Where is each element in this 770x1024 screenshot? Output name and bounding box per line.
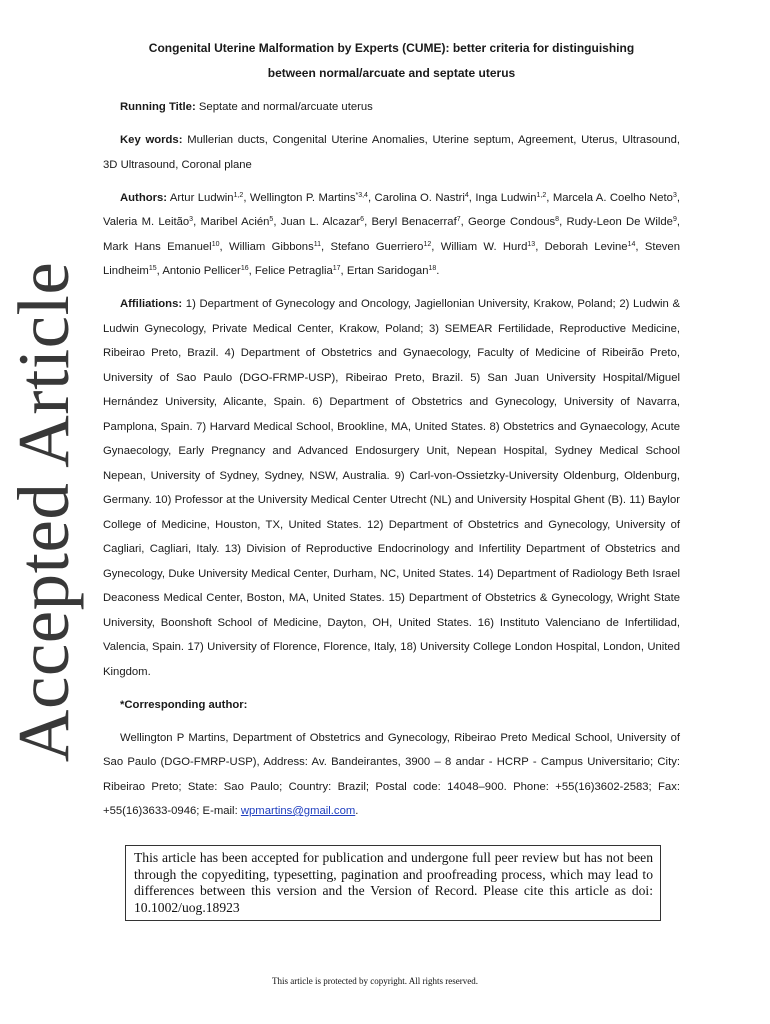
author-separator: , bbox=[546, 191, 553, 204]
author-name: Stefano Guerriero bbox=[330, 240, 424, 253]
author-separator: , bbox=[676, 191, 681, 204]
running-title-text: Septate and normal/arcuate uterus bbox=[195, 101, 373, 113]
keywords-label: Key words: bbox=[120, 134, 183, 146]
author-name: Wellington P. Martins bbox=[249, 191, 356, 204]
running-title-label: Running Title: bbox=[120, 101, 196, 113]
email-link[interactable]: wpmartins@gmail.com bbox=[240, 805, 356, 817]
affiliations bbox=[103, 292, 680, 684]
author-affiliation-number: 10 bbox=[211, 240, 220, 248]
author-separator: , bbox=[321, 240, 331, 253]
author-name: Deborah Levine bbox=[544, 240, 628, 253]
author-separator: , bbox=[367, 191, 375, 204]
author-affiliation-number: 12 bbox=[423, 240, 432, 248]
author-separator: , bbox=[219, 240, 229, 253]
author-separator: , bbox=[460, 216, 469, 228]
author-affiliation-number: 7 bbox=[456, 216, 461, 223]
author-affiliation-number: 5 bbox=[269, 216, 274, 223]
authors-label: Authors: bbox=[120, 191, 168, 204]
running-title bbox=[103, 95, 680, 120]
author-separator: , bbox=[364, 216, 372, 228]
author-name: Marcela A. Coelho Neto bbox=[552, 191, 673, 204]
author-affiliation-number: 3 bbox=[189, 216, 194, 223]
author-separator: , bbox=[635, 240, 645, 253]
author-separator: , bbox=[468, 191, 476, 204]
author-name: Felice Petraglia bbox=[254, 265, 333, 277]
author-separator: , bbox=[273, 216, 281, 228]
corresponding-author-label: *Corresponding author: bbox=[120, 698, 248, 711]
author-separator: . bbox=[436, 265, 440, 277]
acceptance-notice-box: This article has been accepted for publication and undergone full peer review but has not been through the copyediting, typesetting, pagination and proofreading process, which may lead to differences between this version and the Version of Record. Please cite this article as doi: 10.1002/uog.18923 bbox=[125, 845, 661, 921]
author-separator: , bbox=[535, 240, 545, 253]
corresponding-author-text: Wellington P Martins, Department of Obstetrics and Gynecology, Ribeirao Preto Medical School, University of Sao Paulo (DGO-FMRP-USP), Address: Av. Bandeirantes, 3900 – 8 andar - HCRP - Campus Universitario; City: Ribeirao Preto; State: Sao Paulo; Country: Brazil; Postal code: 14048–900. Phone: +55(16)3602-2583; Fax: +55(16)3633-0946; E-mail: bbox=[103, 731, 680, 817]
keywords bbox=[103, 128, 680, 177]
author-name: Juan L. Alcazar bbox=[280, 216, 361, 228]
author-name: Antonio Pellicer bbox=[162, 265, 241, 277]
author-name: Rudy-Leon De Wilde bbox=[566, 216, 673, 228]
author-affiliation-number: 17 bbox=[332, 265, 341, 272]
author-affiliation-number: 18 bbox=[428, 265, 437, 272]
author-name: George Condous bbox=[468, 216, 556, 228]
author-name: Artur Ludwin bbox=[169, 191, 234, 204]
author-affiliation-number: 4 bbox=[464, 191, 469, 199]
article-title: Congenital Uterine Malformation by Experts (CUME): better criteria for distinguishing between normal/arcuate and septate uterus bbox=[148, 41, 635, 80]
author-affiliation-number: 1,2 bbox=[536, 191, 547, 199]
author-affiliation-number: 8 bbox=[555, 216, 560, 223]
author-separator: , bbox=[676, 216, 680, 228]
corresponding-author-details bbox=[103, 726, 680, 824]
author-name: William W. Hurd bbox=[440, 240, 528, 253]
author-separator: , bbox=[431, 240, 441, 253]
affiliations-text: 1) Department of Gynecology and Oncology, Jagiellonian University, Krakow, Poland; 2) Ludwin & Ludwin Gynecology, Private Medical Center, Krakow, Poland; 3) SEMEAR Fertilidade, Reproductive Medicine, Ribeirao Preto, Brazil. 4) Department of Obstetrics and Gynaecology, Faculty of Medicine of Ribeirão Preto, University of Sao Paulo (DGO-FRMP-USP), Ribeirao Preto, Brazil. 5) San Juan University Hospital/Miguel Hernández University, Alicante, Spain. 6) Department of Obstetrics and Gynecology, University of Navarra, Pamplona, Spain. 7) Harvard Medical School, Brookline, MA, United States. 8) Obstetrics and Gynaecology, Acute Gynaecology, Early Pregnancy and Advanced Endosurgery Unit, Nepean Hospital, Sydney Medical School Nepean, University of Sydney, Sydney, NSW, Australia. 9) Carl-von-Ossietzky-University Oldenburg, Oldenburg, Germany. 10) Professor at the University Medical Center Utrecht (NL) and University Hospital Ghent (B). 11) Baylor College of Medicine, Houston, TX, United States. 12) Department of Obstetrics and Gynecology, University of Cagliari, Cagliari, Italy. 13) Division of Reproductive Endocrinology and Infertility Department of Obstetrics and Gynecology, Duke University Medical Center, Durham, NC, United States. 14) Department of Radiology Beth Israel Deaconess Medical Center, Boston, MA, United States. 15) Department of Obstetrics & Gynecology, Wright State University, Boonshoft School of Medicine, Dayton, OH, United States. 16) Instituto Valenciano de Infertilidad, Valencia, Spain. 17) University of Florence, Florence, Italy, 18) University College London Hospital, London, United Kingdom. bbox=[103, 298, 680, 678]
author-name: Carolina O. Nastri bbox=[374, 191, 465, 204]
article-front-matter bbox=[103, 36, 680, 832]
author-affiliation-number: *3,4 bbox=[355, 191, 368, 199]
author-name: William Gibbons bbox=[228, 240, 314, 253]
author-affiliation-number: 9 bbox=[672, 216, 677, 223]
keywords-text: Mullerian ducts, Congenital Uterine Anomalies, Uterine septum, Agreement, Uterus, Ultrasound, 3D Ultrasound, Coronal plane bbox=[103, 134, 680, 171]
author-name: Maribel Acién bbox=[200, 216, 270, 228]
author-separator: , bbox=[559, 216, 567, 228]
author-affiliation-number: 6 bbox=[360, 216, 365, 223]
author-affiliation-number: 13 bbox=[527, 240, 536, 248]
author-affiliation-number: 15 bbox=[148, 265, 157, 272]
author-affiliation-number: 14 bbox=[627, 240, 636, 248]
author-name: Mark Hans Emanuel bbox=[103, 240, 212, 253]
author-affiliation-number: 1,2 bbox=[233, 191, 244, 199]
authors-list bbox=[103, 186, 680, 284]
watermark-text: Accepted Article bbox=[3, 261, 84, 763]
author-name: Beryl Benacerraf bbox=[371, 216, 457, 228]
author-separator: , bbox=[156, 265, 163, 277]
author-affiliation-number: 3 bbox=[672, 191, 677, 199]
author-separator: , bbox=[243, 191, 250, 204]
author-separator: , bbox=[193, 216, 201, 228]
affiliations-label: Affiliations: bbox=[120, 298, 183, 310]
author-name: Steven Lindheim bbox=[103, 240, 680, 277]
copyright-footer: This article is protected by copyright. All rights reserved. bbox=[272, 976, 478, 986]
author-name: Ertan Saridogan bbox=[346, 265, 429, 277]
accepted-article-watermark bbox=[0, 0, 90, 1024]
author-affiliation-number: 16 bbox=[240, 265, 249, 272]
author-name: Valeria M. Leitão bbox=[103, 216, 190, 228]
author-name: Inga Ludwin bbox=[475, 191, 537, 204]
author-affiliation-number: 11 bbox=[313, 240, 322, 248]
author-separator: , bbox=[340, 265, 347, 277]
corresponding-end: . bbox=[355, 805, 359, 817]
authors-names bbox=[103, 192, 680, 278]
corresponding-author-heading bbox=[103, 693, 680, 718]
author-separator: , bbox=[248, 265, 255, 277]
